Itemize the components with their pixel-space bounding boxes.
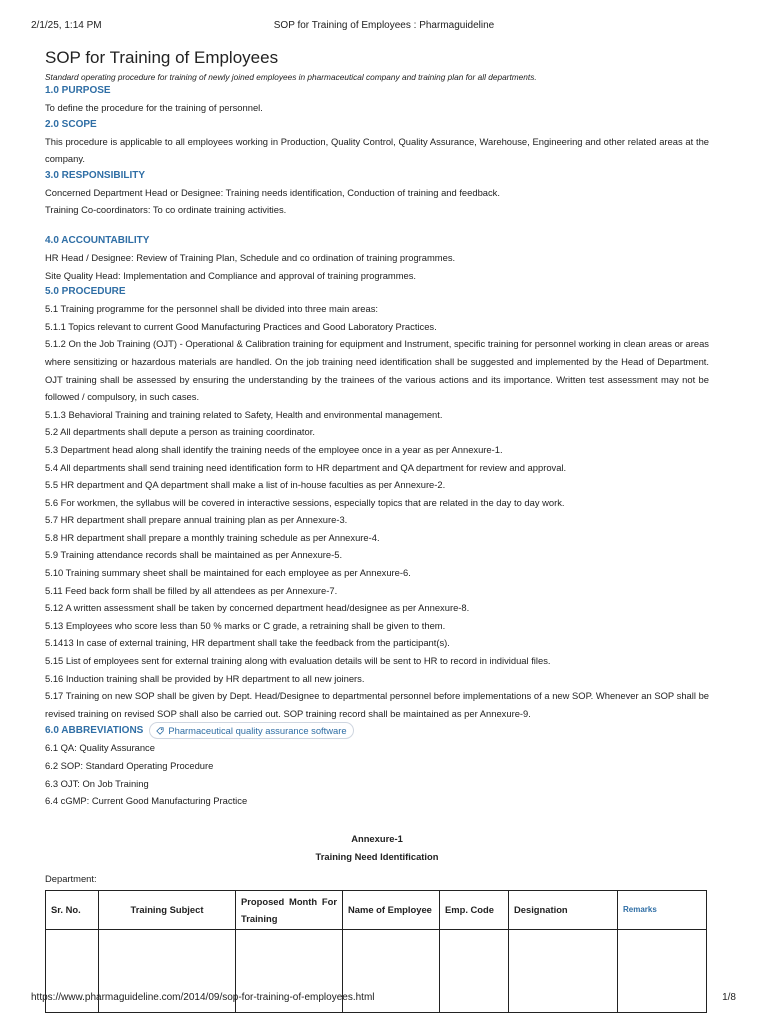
procedure-item: 5.1.2 On the Job Training (OJT) - Operational & Calibration training for equipment and Instrument, specific training for personnel working in clean areas or areas where sensitizing or hazardous materials are handled. On the job training need identification shall be suggested and implemented by the Head of Department. OJT training shall be assessed by ensuring the understanding by the trainees of the various actions and its importance. Written test assessment may not be followed / compulsory, in such cases. <box>45 338 709 403</box>
department-label: Department: <box>45 872 97 884</box>
purpose-heading: 1.0 PURPOSE <box>45 85 111 96</box>
procedure-item: 5.15 List of employees sent for external training along with evaluation details will be sent to HR to record in individual files. <box>45 655 551 667</box>
print-datetime: 2/1/25, 1:14 PM <box>31 20 102 31</box>
procedure-item: 5.1 Training programme for the personnel shall be divided into three main areas: <box>45 303 378 315</box>
procedure-item: 5.1.3 Behavioral Training and training related to Safety, Health and environmental management. <box>45 408 443 420</box>
abbreviation-item: 6.2 SOP: Standard Operating Procedure <box>45 760 214 771</box>
annexure-title: Training Need Identification <box>315 850 439 862</box>
column-header-training-subject: Training Subject <box>99 890 236 929</box>
procedure-item: 5.9 Training attendance records shall be maintained as per Annexure-5. <box>45 549 343 561</box>
abbreviation-item: 6.1 QA: Quality Assurance <box>45 742 155 754</box>
responsibility-heading: 3.0 RESPONSIBILITY <box>45 169 146 181</box>
procedure-item: 5.5 HR department and QA department shall make a list of in-house faculties as per Annexure-2. <box>45 479 446 491</box>
ad-link-pill[interactable] <box>149 722 353 739</box>
browser-print-header <box>0 0 768 50</box>
procedure-item: 5.2 All departments shall depute a person as training coordinator. <box>45 426 315 438</box>
accountability-line: HR Head / Designee: Review of Training Plan, Schedule and co ordination of training programmes. <box>45 251 456 263</box>
column-header-proposed-month: Proposed Month For Training <box>236 890 343 929</box>
procedure-item: 5.17 Training on new SOP shall be given by Dept. Head/Designee to departmental personnel before implementations of a new SOP. Whenever an SOP shall be revised training on revised SOP shall also be carried out. SOP training record shall be maintained as per Annexure-9. <box>45 690 709 719</box>
procedure-item: 5.11 Feed back form shall be filled by all attendees as per Annexure-7. <box>45 584 338 596</box>
document-body <box>45 45 709 1013</box>
table-header-row <box>46 890 707 929</box>
procedure-item: 5.10 Training summary sheet shall be maintained for each employee as per Annexure-6. <box>45 567 411 579</box>
procedure-item: 5.6 For workmen, the syllabus will be covered in interactive sessions, especially topics that are related in the day to day work. <box>45 496 565 508</box>
scope-heading: 2.0 SCOPE <box>45 118 97 130</box>
procedure-item: 5.3 Department head along shall identify the training needs of the employee once in a year as per Annexure-1. <box>45 443 503 455</box>
procedure-item: 5.16 Induction training shall be provided by HR department to all new joiners. <box>45 672 365 684</box>
column-header-remarks: Remarks <box>618 890 707 929</box>
purpose-text: To define the procedure for the training of personnel. <box>45 102 263 113</box>
scope-text: This procedure is applicable to all employees working in Production, Quality Control, Quality Assurance, Warehouse, Engineering and other related areas at the company. <box>45 135 709 165</box>
accountability-heading: 4.0 ACCOUNTABILITY <box>45 234 150 246</box>
procedure-item: 5.1.1 Topics relevant to current Good Manufacturing Practices and Good Laboratory Practices. <box>45 320 437 332</box>
print-page-title: SOP for Training of Employees : Pharmaguideline <box>273 20 495 31</box>
procedure-item: 5.1413 In case of external training, HR department shall take the feedback from the participant(s). <box>45 637 450 649</box>
table-cell <box>509 929 618 1012</box>
print-page-number: 1/8 <box>722 992 736 1003</box>
procedure-item: 5.4 All departments shall send training need identification form to HR department and QA department for review and approval. <box>45 461 567 473</box>
annexure-label: Annexure-1 <box>351 832 403 844</box>
page-subtitle: Standard operating procedure for training of newly joined employees in pharmaceutical company and training plan for all departments. <box>45 72 537 82</box>
annexure-heading <box>45 830 709 866</box>
procedure-item: 5.13 Employees who score less than 50 % marks or C grade, a retraining shall be given to them. <box>45 619 446 631</box>
column-header-employee-name: Name of Employee <box>343 890 440 929</box>
responsibility-line: Concerned Department Head or Designee: Training needs identification, Conduction of training and feedback. <box>45 186 500 198</box>
procedure-heading: 5.0 PROCEDURE <box>45 286 126 298</box>
page-title: SOP for Training of Employees <box>45 48 279 67</box>
column-header-emp-code: Emp. Code <box>440 890 509 929</box>
procedure-item: 5.7 HR department shall prepare annual training plan as per Annexure-3. <box>45 514 348 526</box>
column-header-designation: Designation <box>509 890 618 929</box>
table-cell <box>440 929 509 1012</box>
procedure-item: 5.8 HR department shall prepare a monthly training schedule as per Annexure-4. <box>45 531 380 543</box>
table-cell <box>618 929 707 1012</box>
abbreviation-item: 6.3 OJT: On Job Training <box>45 777 149 789</box>
ad-link-label: Pharmaceutical quality assurance software <box>168 724 347 736</box>
abbreviations-heading: 6.0 ABBREVIATIONS <box>45 724 144 736</box>
print-url: https://www.pharmaguideline.com/2014/09/sop-for-training-of-employees.html <box>31 992 375 1003</box>
column-header-sr-no: Sr. No. <box>46 890 99 929</box>
accountability-line: Site Quality Head: Implementation and Compliance and approval of training programmes. <box>45 269 417 281</box>
tag-icon <box>156 727 164 735</box>
abbreviation-item: 6.4 cGMP: Current Good Manufacturing Practice <box>45 795 248 807</box>
responsibility-line: Training Co-coordinators: To co ordinate training activities. <box>45 204 287 216</box>
procedure-item: 5.12 A written assessment shall be taken by concerned department head/designee as per Annexure-8. <box>45 602 470 614</box>
abbreviations-heading-row <box>45 722 709 739</box>
